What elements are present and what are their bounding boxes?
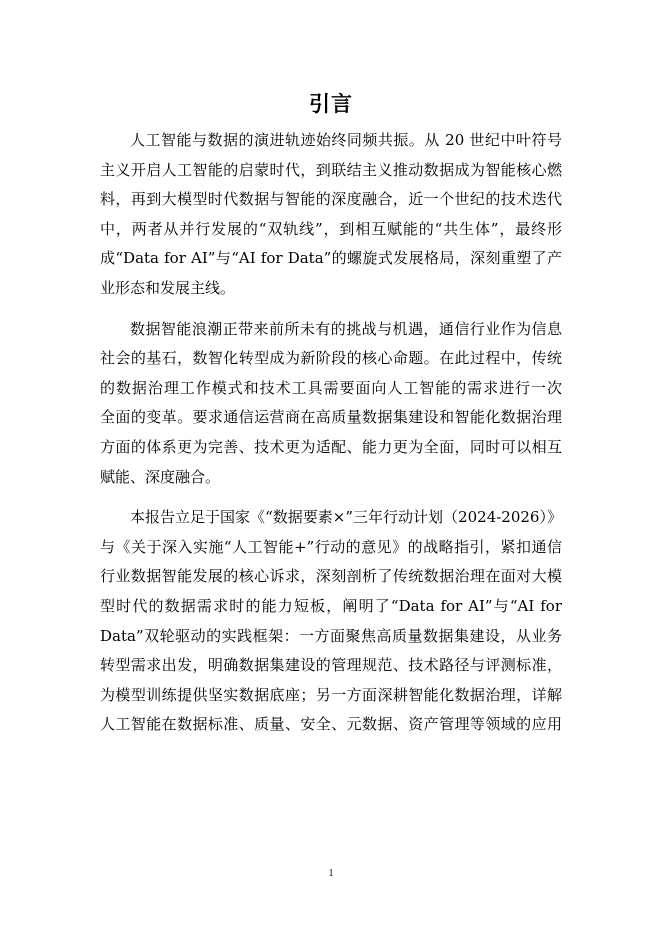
paragraph-3 xyxy=(100,503,562,740)
text-line: 业形态和发展主线。 xyxy=(100,278,236,297)
text-line: 的数据治理工作模式和技术工具需要面向人工智能的需求进行一次 xyxy=(100,378,562,397)
text-line: 成“Data for AI”与“AI for Data”的螺旋式发展格局，深刻重塑了产 xyxy=(100,249,562,268)
paragraph-2 xyxy=(100,315,562,493)
body-text xyxy=(100,126,562,751)
text-line: 与《关于深入实施“人工智能+”行动的意见》的战略指引，紧扣通信 xyxy=(100,537,562,556)
text-line: 本报告立足于国家《“数据要素×”三年行动计划（2024-2026）》 xyxy=(130,508,562,527)
text-line: 中，两者从并行发展的“双轨线”，到相互赋能的“共生体”，最终形 xyxy=(100,219,562,238)
page-title: 引言 xyxy=(309,92,353,116)
text-line: 为模型训练提供坚实数据底座；另一方面深耕智能化数据治理，详解 xyxy=(100,685,562,704)
text-line: 转型需求出发，明确数据集建设的管理规范、技术路径与评测标准， xyxy=(100,656,562,675)
paragraph-1 xyxy=(100,126,562,304)
text-line: 数据智能浪潮正带来前所未有的挑战与机遇，通信行业作为信息 xyxy=(130,319,562,338)
text-line: 方面的体系更为完善、技术更为适配、能力更为全面，同时可以相互 xyxy=(100,437,562,456)
text-line: 赋能、深度融合。 xyxy=(100,467,221,486)
text-line: 社会的基石，数智化转型成为新阶段的核心命题。在此过程中，传统 xyxy=(100,349,562,368)
text-line: Data”双轮驱动的实践框架：一方面聚焦高质量数据集建设，从业务 xyxy=(100,626,562,645)
page-number: 1 xyxy=(328,868,334,879)
text-line: 人工智能与数据的演进轨迹始终同频共振。从 20 世纪中叶符号 xyxy=(130,131,562,149)
text-line: 全面的变革。要求通信运营商在高质量数据集建设和智能化数据治理 xyxy=(100,408,562,427)
text-line: 行业数据智能发展的核心诉求，深刻剖析了传统数据治理在面对大模 xyxy=(100,567,562,586)
text-line: 人工智能在数据标准、质量、安全、元数据、资产管理等领域的应用 xyxy=(100,715,562,734)
text-line: 型时代的数据需求时的能力短板，阐明了“Data for AI”与“AI for xyxy=(100,596,562,615)
text-line: 主义开启人工智能的启蒙时代，到联结主义推动数据成为智能核心燃 xyxy=(100,160,562,179)
text-line: 料，再到大模型时代数据与智能的深度融合，近一个世纪的技术迭代 xyxy=(100,190,562,209)
